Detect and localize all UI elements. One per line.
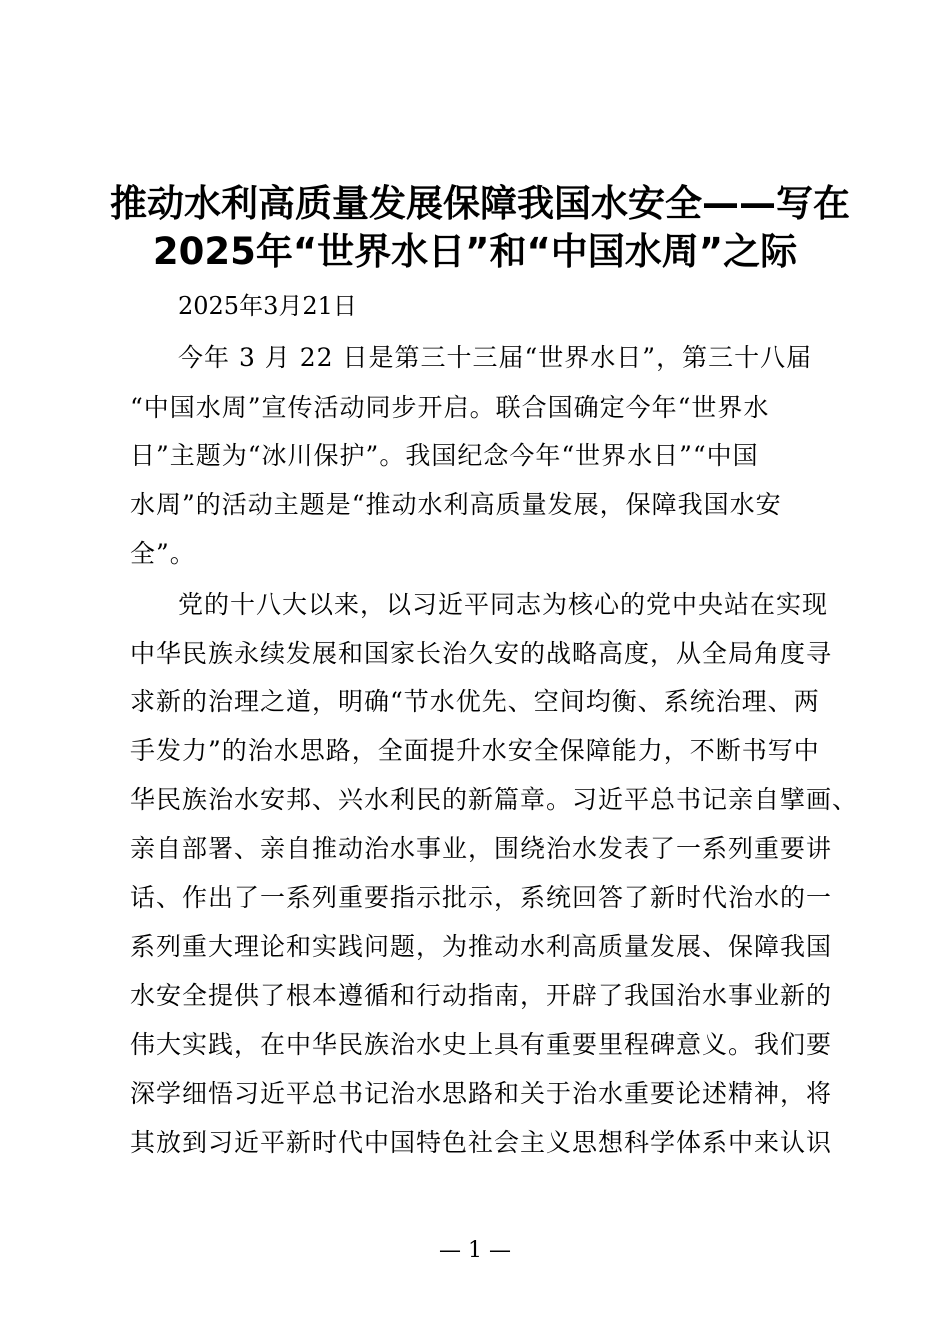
document-title-line-2: 2025年“世界水日”和“中国水周”之际 [152,230,798,273]
paragraph-line: 全”。 [130,539,196,568]
paragraph-line: 中华民族永续发展和国家长治久安的战略高度，从全局角度寻 [130,639,833,668]
document-date: 2025年3月21日 [178,292,357,320]
paragraph-line: 华民族治水安邦、兴水利民的新篇章。习近平总书记亲自擘画、 [130,785,859,814]
paragraph-line: 伟大实践，在中华民族治水史上具有重要里程碑意义。我们要 [130,1030,833,1059]
paragraph-line: 水周”的活动主题是“推动水利高质量发展，保障我国水安 [130,490,782,519]
paragraph-line: 亲自部署、亲自推动治水事业，围绕治水发表了一系列重要讲 [130,834,833,863]
paragraph-line: 深学细悟习近平总书记治水思路和关于治水重要论述精神，将 [130,1079,833,1108]
paragraph-line: 求新的治理之道，明确“节水优先、空间均衡、系统治理、两 [130,687,820,716]
paragraph-line: 手发力”的治水思路，全面提升水安全保障能力，不断书写中 [130,736,820,765]
paragraph-line: 系列重大理论和实践问题，为推动水利高质量发展、保障我国 [130,932,833,961]
document-title-line-1: 推动水利高质量发展保障我国水安全——写在 [110,182,850,225]
paragraph-line: 水安全提供了根本遵循和行动指南，开辟了我国治水事业新的 [130,981,833,1010]
paragraph-line: 日”主题为“冰川保护”。我国纪念今年“世界水日”“中国 [130,441,759,470]
paragraph-line: 其放到习近平新时代中国特色社会主义思想科学体系中来认识 [130,1128,833,1157]
paragraph-line: 今年 3 月 22 日是第三十三届“世界水日”，第三十八届 [178,343,813,372]
paragraph-line: “中国水周”宣传活动同步开启。联合国确定今年“世界水 [130,393,770,422]
page-number: — 1 — [439,1238,511,1263]
paragraph-line: 党的十八大以来，以习近平同志为核心的党中央站在实现 [178,590,829,619]
paragraph-line: 话、作出了一系列重要指示批示，系统回答了新时代治水的一 [130,883,833,912]
